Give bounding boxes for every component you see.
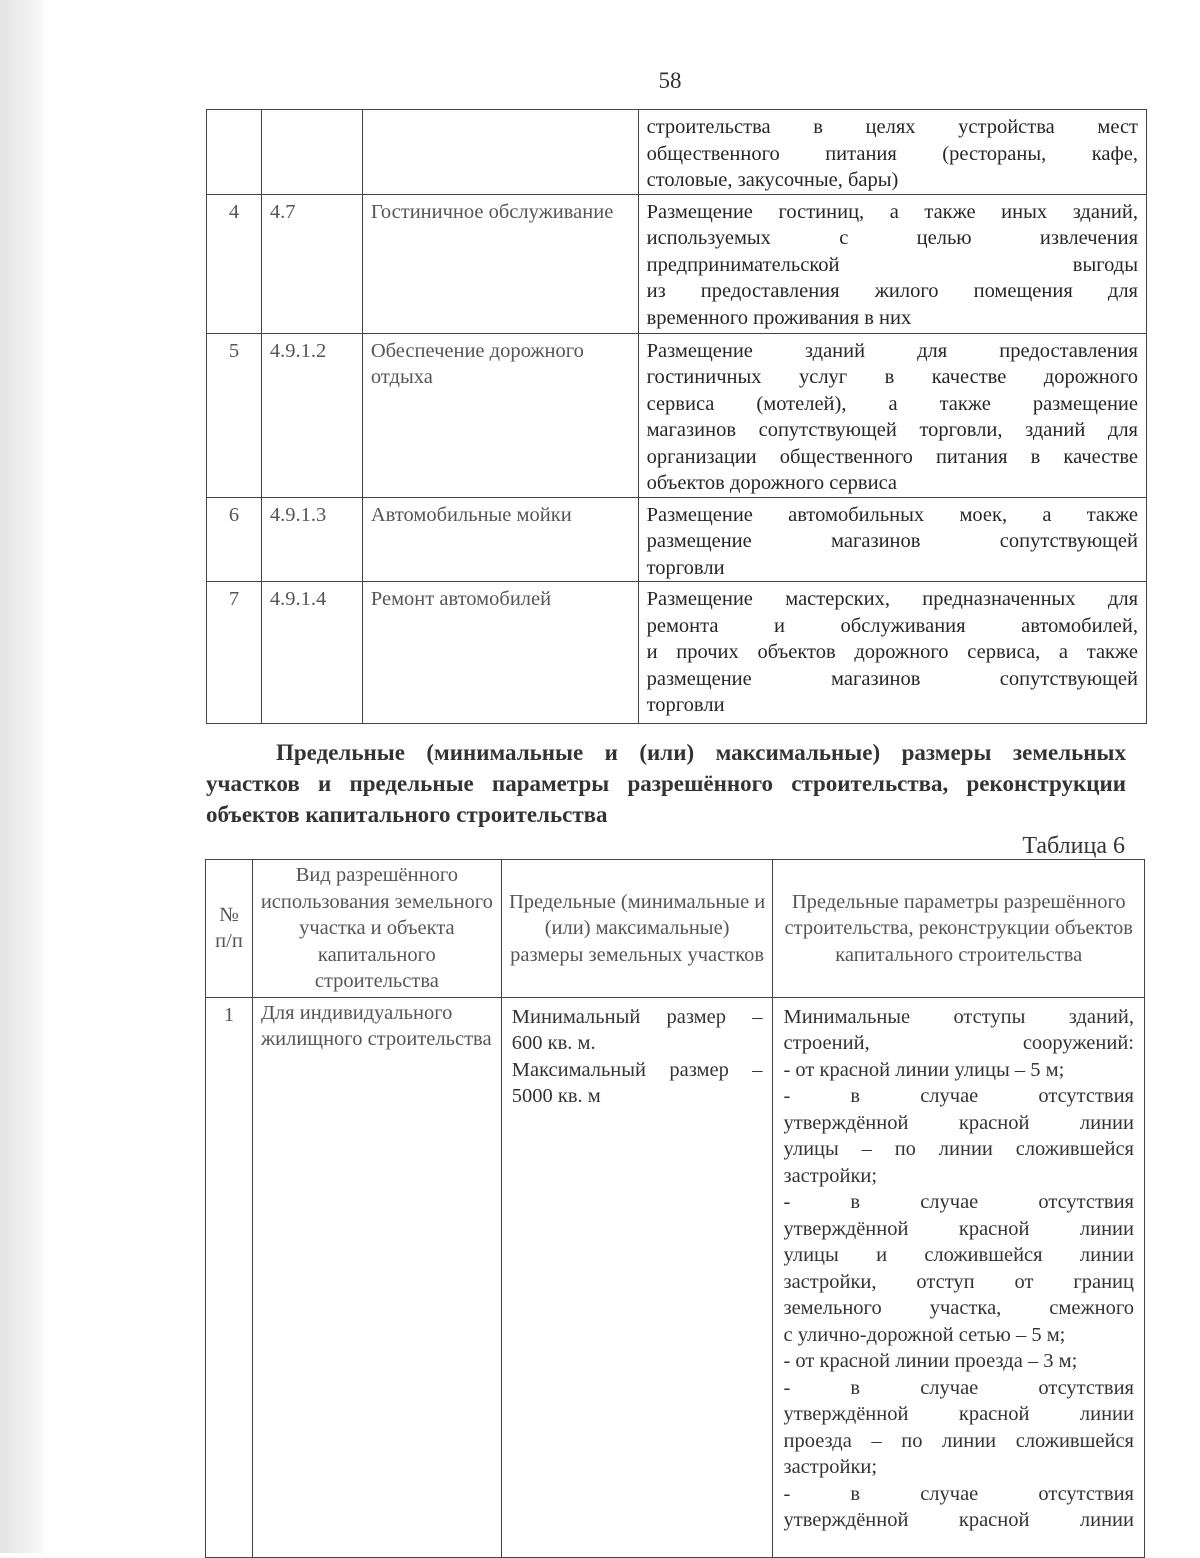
row-description bbox=[638, 333, 1146, 497]
table-row bbox=[207, 582, 1147, 724]
row-name: Автомобильные мойки bbox=[362, 497, 638, 582]
row-description bbox=[638, 110, 1146, 195]
row-code bbox=[261, 110, 362, 195]
row-number: 7 bbox=[207, 582, 262, 724]
table-row bbox=[207, 194, 1147, 333]
description-line: Размещение гостиниц, а также иных зданий, bbox=[646, 200, 1138, 223]
header-number: № п/п bbox=[206, 860, 253, 998]
description-line: предпринимательской выгоды bbox=[646, 253, 1138, 276]
cell-line: - в случае отсутствия bbox=[783, 1085, 1134, 1107]
description-line: Размещение зданий для предоставления bbox=[646, 339, 1138, 362]
table-row bbox=[207, 333, 1147, 497]
description-line: гостиничных услуг в качестве дорожного bbox=[646, 366, 1138, 388]
permitted-use-table-continued bbox=[206, 109, 1147, 724]
description-line: магазинов сопутствующей торговли, зданий для bbox=[646, 419, 1138, 441]
row-description bbox=[638, 497, 1146, 582]
description-line: торговли bbox=[646, 556, 725, 579]
table-caption: Таблица 6 bbox=[1022, 833, 1125, 859]
cell-line: - в случае отсутствия bbox=[783, 1376, 1134, 1399]
cell-line: проезда – по линии сложившейся bbox=[783, 1429, 1134, 1452]
cell-line: утверждённой красной линии bbox=[783, 1403, 1134, 1425]
cell-line: застройки, отступ от границ bbox=[783, 1270, 1134, 1293]
cell-line: утверждённой красной линии bbox=[783, 1111, 1134, 1134]
description-line: торговли bbox=[646, 694, 725, 716]
description-line: ремонта и обслуживания автомобилей, bbox=[646, 614, 1138, 637]
description-line: столовые, закусочные, бары) bbox=[646, 169, 899, 191]
cell-line: улицы и сложившейся линии bbox=[783, 1244, 1134, 1266]
header-build-params: Предельные параметры разрешённого строительства, реконструкции объектов капитального строительства bbox=[773, 860, 1145, 998]
description-line: сервиса (мотелей), а также размещение bbox=[646, 392, 1138, 415]
row-code: 4.9.1.4 bbox=[261, 582, 362, 724]
row-description bbox=[638, 582, 1146, 724]
cell-line: 5000 кв. м bbox=[511, 1085, 601, 1107]
cell-line: земельного участка, смежного bbox=[783, 1297, 1134, 1319]
cell-line: - от красной линии улицы – 5 м; bbox=[783, 1058, 1065, 1081]
row-code: 4.7 bbox=[261, 194, 362, 333]
description-line: используемых с целью извлечения bbox=[646, 227, 1138, 249]
cell-line: - в случае отсутствия bbox=[783, 1191, 1134, 1213]
description-line: размещение магазинов сопутствующей bbox=[646, 667, 1138, 690]
row-number: 4 bbox=[207, 194, 262, 333]
cell-line: - в случае отсутствия bbox=[783, 1482, 1134, 1505]
description-line: Размещение автомобильных моек, а также bbox=[646, 503, 1138, 526]
section-heading: Предельные (минимальные и (или) максимальные) размеры земельных участков и предельные параметры разрешённого строительства, реконструкции объектов капитального строительства bbox=[206, 740, 1126, 827]
row-number: 5 bbox=[207, 333, 262, 497]
description-line: строительства в целях устройства мест bbox=[646, 116, 1138, 138]
description-line: Размещение мастерских, предназначенных для bbox=[646, 588, 1138, 610]
row-name bbox=[362, 110, 638, 195]
row-code: 4.9.1.3 bbox=[261, 497, 362, 582]
row-number bbox=[207, 110, 262, 195]
description-line: организации общественного питания в качестве bbox=[646, 445, 1138, 468]
row-description bbox=[638, 194, 1146, 333]
description-line: из предоставления жилого помещения для bbox=[646, 280, 1138, 302]
cell-line: - от красной линии проезда – 3 м; bbox=[783, 1350, 1078, 1372]
cell-line: застройки; bbox=[783, 1164, 878, 1187]
row-number: 6 bbox=[207, 497, 262, 582]
description-line: объектов дорожного сервиса bbox=[646, 472, 898, 494]
header-plot-size: Предельные (минимальные и (или) максимальные) размеры земельных участков bbox=[501, 860, 773, 998]
row-use-type: Для индивидуального жилищного строительства bbox=[252, 997, 501, 1557]
cell-line: 600 кв. м. bbox=[511, 1032, 596, 1054]
description-line: временного проживания в них bbox=[646, 306, 912, 329]
description-line: размещение магазинов сопутствующей bbox=[646, 530, 1138, 552]
cell-line: с улично-дорожной сетью – 5 м; bbox=[783, 1323, 1066, 1346]
description-line: и прочих объектов дорожного сервиса, а также bbox=[646, 641, 1138, 663]
header-use-type: Вид разрешённого использования земельного участка и объекта капитального строительства bbox=[252, 860, 501, 998]
cell-line: утверждённой красной линии bbox=[783, 1509, 1134, 1531]
cell-line: строений, сооружений: bbox=[783, 1032, 1134, 1054]
row-code: 4.9.1.2 bbox=[261, 333, 362, 497]
table-row bbox=[207, 110, 1147, 195]
cell-line: застройки; bbox=[783, 1456, 878, 1478]
cell-line: Минимальные отступы зданий, bbox=[783, 1005, 1134, 1028]
cell-line: Максимальный размер – bbox=[511, 1058, 763, 1081]
cell-line: Минимальный размер – bbox=[511, 1005, 763, 1028]
table-row bbox=[207, 497, 1147, 582]
row-name: Гостиничное обслуживание bbox=[362, 194, 638, 333]
row-name: Обеспечение дорожного отдыха bbox=[362, 333, 638, 497]
page-number: 58 bbox=[658, 68, 682, 93]
description-line: общественного питания (рестораны, кафе, bbox=[646, 142, 1138, 165]
scan-shadow-edge bbox=[0, 0, 44, 1553]
cell-line: утверждённой красной линии bbox=[783, 1217, 1134, 1240]
limit-parameters-table bbox=[205, 859, 1145, 1558]
cell-line: улицы – по линии сложившейся bbox=[783, 1138, 1134, 1160]
row-build-params bbox=[773, 997, 1145, 1557]
row-plot-size bbox=[501, 997, 773, 1557]
table-header-row bbox=[206, 860, 1145, 998]
row-name: Ремонт автомобилей bbox=[362, 582, 638, 724]
row-number: 1 bbox=[206, 997, 253, 1557]
table-row bbox=[206, 997, 1145, 1557]
